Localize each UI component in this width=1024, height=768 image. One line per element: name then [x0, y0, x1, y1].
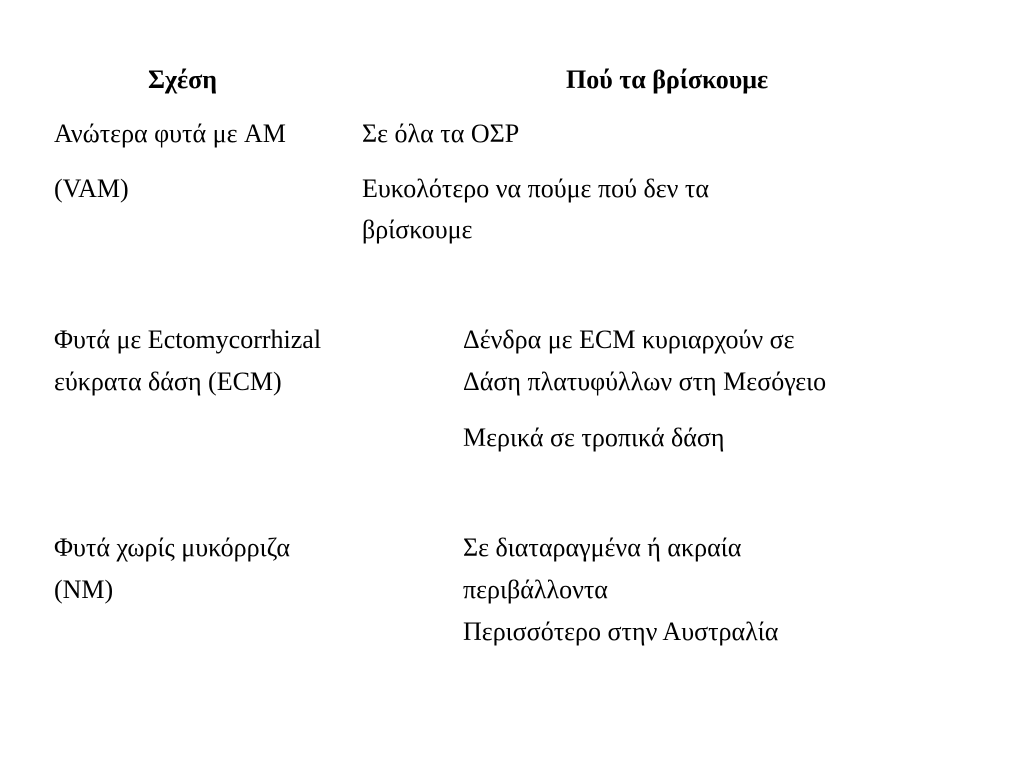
row-vam-where-line-1: Σε όλα τα ΟΣΡ — [362, 119, 520, 148]
row-vam-where-line-2: Ευκολότερο να πούμε πού δεν τα — [362, 174, 709, 203]
header-relation: Σχέση — [148, 65, 218, 94]
header-where: Πού τα βρίσκουμε — [566, 65, 769, 94]
row-nm-relation-line-2: (NM) — [54, 575, 114, 604]
row-ecm-where-line-2: Δάση πλατυφύλλων στη Μεσόγειο — [463, 367, 827, 396]
row-ecm-relation-line-1: Φυτά με Ectomycorrhizal — [54, 325, 322, 354]
row-nm-where-line-3: Περισσότερο στην Αυστραλία — [463, 617, 779, 646]
row-vam-relation-line-2: (VAM) — [54, 174, 129, 203]
row-nm-where-line-1: Σε διαταραγμένα ή ακραία — [463, 533, 742, 562]
row-vam-relation-line-1: Ανώτερα φυτά με AM — [54, 119, 286, 148]
row-vam-where-line-3: βρίσκουμε — [362, 215, 473, 244]
row-ecm-where-line-3: Μερικά σε τροπικά δάση — [463, 423, 725, 452]
row-nm-relation-line-1: Φυτά χωρίς μυκόρριζα — [54, 533, 291, 562]
row-ecm-where-line-1: Δένδρα με ECM κυριαρχούν σε — [463, 325, 795, 354]
row-nm-where-line-2: περιβάλλοντα — [463, 575, 608, 604]
row-ecm-relation-line-2: εύκρατα δάση (ECM) — [54, 367, 282, 396]
